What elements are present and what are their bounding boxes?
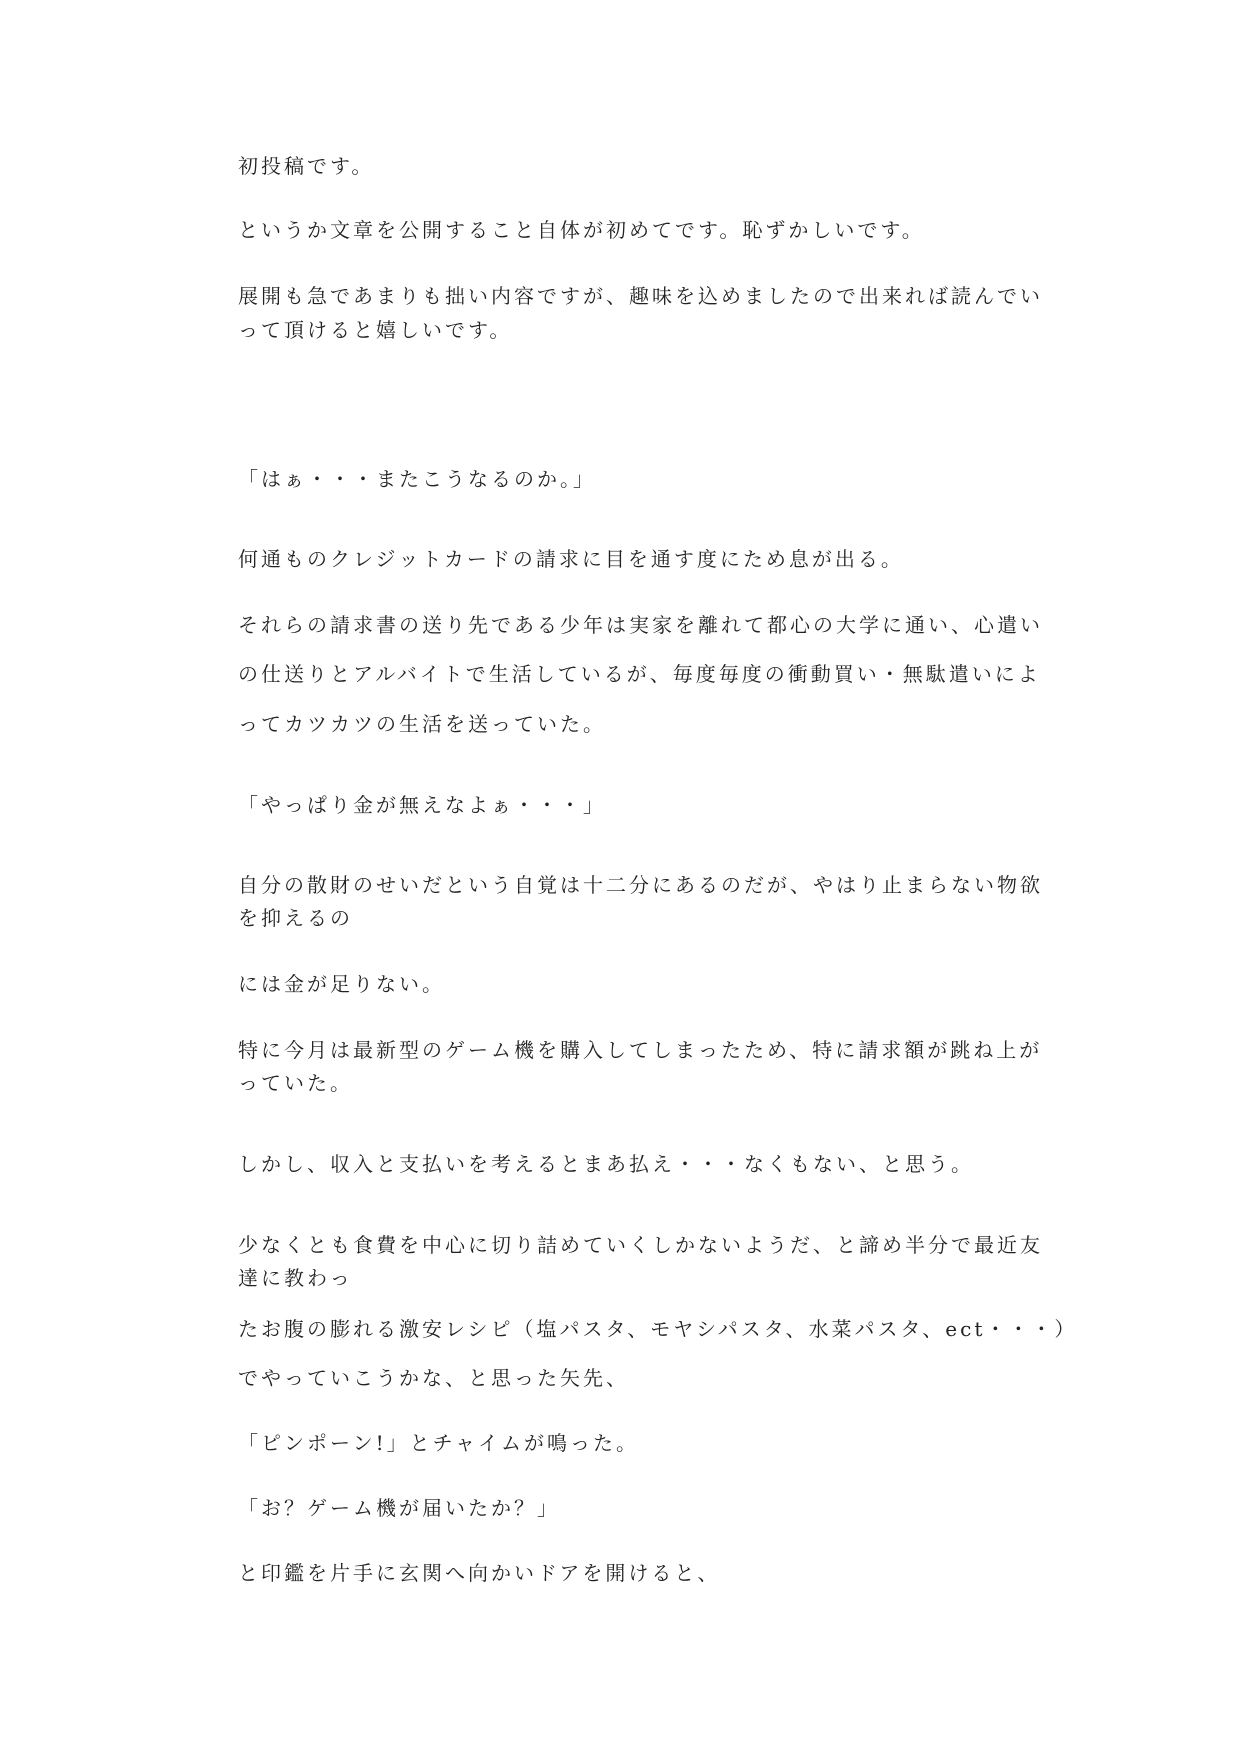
text-line: たお腹の膨れる激安レシピ（塩パスタ、モヤシパスタ、水菜パスタ、ect・・・） [238, 1317, 1078, 1341]
text-line: って頂けると嬉しいです。 [238, 318, 513, 342]
text-line: 「やっぱり金が無えなよぁ・・・」 [238, 793, 606, 817]
text-line: の仕送りとアルバイトで生活しているが、毎度毎度の衝動買い・無駄遣いによ [238, 662, 1041, 686]
text-line: というか文章を公開すること自体が初めてです。恥ずかしいです。 [238, 218, 925, 242]
text-line: 少なくとも食費を中心に切り詰めていくしかないようだ、と諦め半分で最近友 [238, 1233, 1043, 1257]
text-line: 初投稿です。 [238, 154, 375, 178]
text-line: 達に教わっ [238, 1266, 353, 1290]
text-line: それらの請求書の送り先である少年は実家を離れて都心の大学に通い、心遣い [238, 613, 1043, 637]
text-line: 何通ものクレジットカードの請求に目を通す度にため息が出る。 [238, 547, 904, 571]
text-line: 自分の散財のせいだという自覚は十二分にあるのだが、やはり止まらない物欲 [238, 873, 1043, 897]
text-line: ってカツカツの生活を送っていた。 [238, 712, 606, 736]
text-line: っていた。 [238, 1071, 353, 1095]
text-line: には金が足りない。 [238, 972, 445, 996]
text-line: 特に今月は最新型のゲーム機を購入してしまったため、特に請求額が跳ね上が [238, 1038, 1043, 1062]
text-line: と印鑑を片手に玄関へ向かいドアを開けると、 [238, 1561, 721, 1585]
text-line: しかし、収入と支払いを考えるとまあ払え・・・なくもない、と思う。 [238, 1152, 974, 1176]
text-line: 展開も急であまりも拙い内容ですが、趣味を込めましたので出来れば読んでい [238, 284, 1043, 308]
text-line: 「お？ゲーム機が届いたか？」 [238, 1496, 560, 1520]
text-line: 「ピンポーン!」とチャイムが鳴った。 [238, 1431, 640, 1455]
text-line: を抑えるの [238, 906, 353, 930]
text-line: 「はぁ・・・またこうなるのか。」 [238, 467, 596, 491]
text-line: でやっていこうかな、と思った矢先、 [238, 1366, 629, 1390]
